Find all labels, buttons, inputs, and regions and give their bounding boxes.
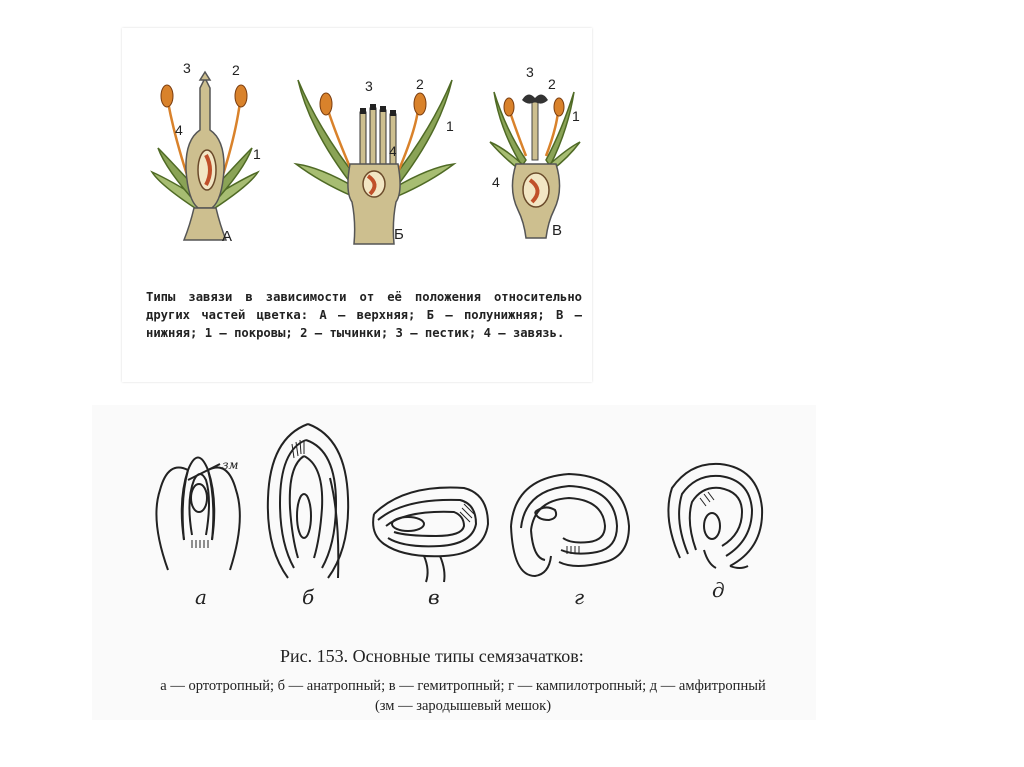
label-1-flower-b: 1 (446, 118, 454, 134)
caption-3: 3 — пестик; (395, 326, 477, 340)
legend-line-2: (зм — зародышевый мешок) (374, 698, 552, 714)
zm-label: зм (222, 458, 239, 472)
ovule-b-anatropous (258, 418, 358, 586)
legend-line-1: а — ортотропный; б — анатропный; в — гемитропный; г — кампилотропный; д — амфитропный (160, 678, 766, 694)
ovule-letter-v: в (428, 585, 440, 609)
label-2-flower-b: 2 (416, 76, 424, 92)
caption-b: Б — полунижняя; (426, 308, 545, 322)
ovule-letter-d: д (712, 578, 725, 602)
flower-b-illustration (290, 72, 460, 252)
top-figure-caption (146, 288, 582, 342)
ovule-figure-legend (118, 676, 808, 716)
ovule-v-hemitropous (364, 474, 494, 584)
label-3-flower-a: 3 (183, 60, 191, 76)
label-2-flower-v: 2 (548, 76, 556, 92)
caption-v: В — нижняя; (146, 308, 582, 340)
ovule-d-amphitropous (660, 458, 770, 576)
caption-intro: Типы завязи в зависимости от её положения относительно других частей цветка: (146, 290, 582, 322)
ovule-letter-a: а (195, 585, 207, 609)
caption-2: 2 — тычинки; (300, 326, 389, 340)
letter-v-lower: В (552, 222, 563, 239)
label-2-flower-a: 2 (232, 62, 240, 78)
label-4-flower-b: 4 (389, 143, 397, 159)
letter-b-half-inferior: Б (394, 226, 404, 243)
label-1-flower-v: 1 (572, 108, 580, 124)
label-3-flower-v: 3 (526, 64, 534, 80)
label-3-flower-b: 3 (365, 78, 373, 94)
caption-1: 1 — покровы; (204, 326, 293, 340)
flower-a-illustration (140, 60, 270, 250)
ovule-figure-title: Рис. 153. Основные типы семязачатков: (280, 646, 584, 666)
caption-a: А — верхняя; (319, 308, 416, 322)
flower-v-illustration (486, 80, 582, 240)
letter-a-upper: А (222, 228, 233, 245)
label-1-flower-a: 1 (253, 146, 261, 162)
label-4-flower-v: 4 (492, 174, 500, 190)
ovule-letter-b: б (302, 585, 315, 609)
caption-4: 4 — завязь. (483, 326, 565, 340)
label-4-flower-a: 4 (175, 122, 183, 138)
ovule-g-campylotropous (505, 466, 635, 586)
ovule-letter-g: г (574, 585, 585, 609)
